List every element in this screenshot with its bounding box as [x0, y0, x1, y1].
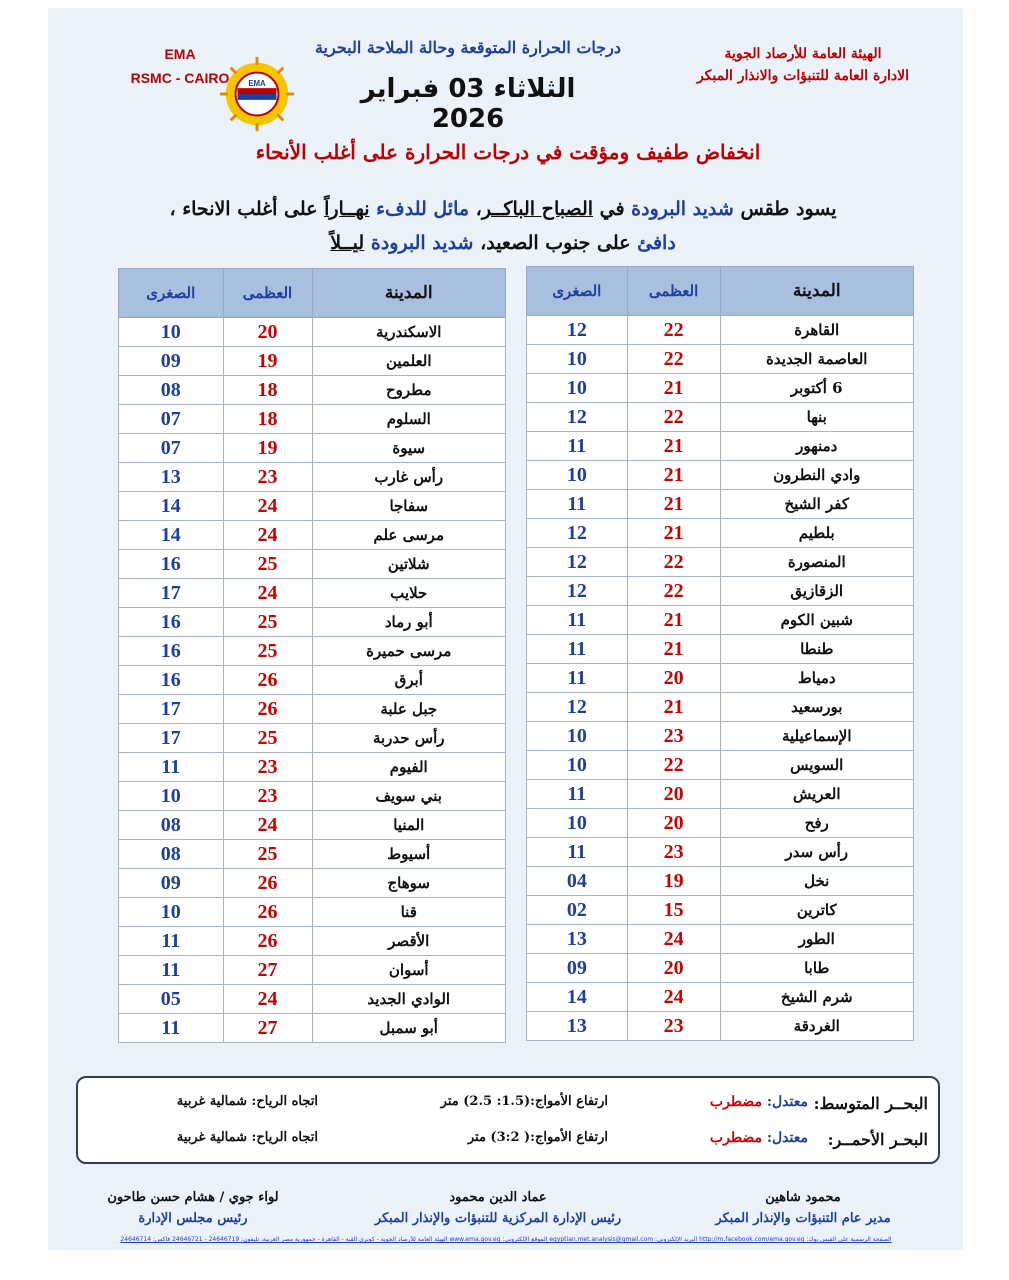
- cell-max: 27: [223, 956, 312, 985]
- cell-city: سيوة: [312, 434, 506, 463]
- cell-max: 20: [627, 809, 720, 838]
- cell-city: طابا: [720, 954, 914, 983]
- cell-max: 22: [627, 577, 720, 606]
- table-row: [119, 376, 506, 405]
- cell-max: 22: [627, 548, 720, 577]
- table-row: [527, 867, 914, 896]
- cell-max: 25: [223, 550, 312, 579]
- cell-max: 21: [627, 461, 720, 490]
- table-row: [119, 811, 506, 840]
- logo-text: EMA: [248, 79, 266, 89]
- cell-max: 23: [223, 782, 312, 811]
- cell-city: السويس: [720, 751, 914, 780]
- cell-max: 21: [627, 693, 720, 722]
- cell-max: 23: [627, 722, 720, 751]
- table-row: [527, 374, 914, 403]
- cell-max: 21: [627, 490, 720, 519]
- cell-min: 12: [527, 519, 628, 548]
- bulletin-date: الثلاثاء 03 فبراير 2026: [360, 74, 576, 134]
- cell-min: 07: [119, 405, 224, 434]
- cell-max: 19: [223, 347, 312, 376]
- cell-city: شبين الكوم: [720, 606, 914, 635]
- cell-city: العريش: [720, 780, 914, 809]
- cell-city: الأقصر: [312, 927, 506, 956]
- cell-min: 14: [527, 983, 628, 1012]
- cell-min: 09: [119, 347, 224, 376]
- cell-city: المنيا: [312, 811, 506, 840]
- cell-city: الغردقة: [720, 1012, 914, 1041]
- cell-city: بورسعيد: [720, 693, 914, 722]
- cell-city: جبل علبة: [312, 695, 506, 724]
- sea-row-red-sea: [78, 1130, 938, 1154]
- cell-city: سفاجا: [312, 492, 506, 521]
- table-row: [119, 405, 506, 434]
- cell-max: 25: [223, 724, 312, 753]
- cell-city: الإسماعيلية: [720, 722, 914, 751]
- table-row: [527, 635, 914, 664]
- sea-row-mediterranean: [78, 1094, 938, 1118]
- cell-max: 18: [223, 405, 312, 434]
- cell-max: 26: [223, 666, 312, 695]
- cell-min: 11: [527, 780, 628, 809]
- table-row: [527, 403, 914, 432]
- cell-min: 16: [119, 550, 224, 579]
- wave-height: ارتفاع الأمواج:( 3:2) متر: [467, 1130, 608, 1145]
- cell-city: رأس حدربة: [312, 724, 506, 753]
- cell-min: 11: [527, 664, 628, 693]
- table-row: [527, 780, 914, 809]
- table-row: [119, 666, 506, 695]
- table-row: [119, 985, 506, 1014]
- cell-max: 24: [223, 985, 312, 1014]
- cell-city: رأس غارب: [312, 463, 506, 492]
- cell-min: 12: [527, 548, 628, 577]
- cell-city: حلايب: [312, 579, 506, 608]
- wave-height: ارتفاع الأمواج:(1.5: 2.5) متر: [440, 1094, 608, 1109]
- cell-max: 25: [223, 637, 312, 666]
- cell-max: 21: [627, 432, 720, 461]
- cell-city: أسيوط: [312, 840, 506, 869]
- cell-max: 24: [223, 579, 312, 608]
- cell-city: الطور: [720, 925, 914, 954]
- cell-max: 19: [627, 867, 720, 896]
- table-row: [119, 724, 506, 753]
- cell-city: طنطا: [720, 635, 914, 664]
- cell-city: العاصمة الجديدة: [720, 345, 914, 374]
- cell-city: مرسى علم: [312, 521, 506, 550]
- cell-min: 11: [527, 606, 628, 635]
- cell-city: شلاتين: [312, 550, 506, 579]
- cell-city: بنها: [720, 403, 914, 432]
- cell-city: وادي النطرون: [720, 461, 914, 490]
- column-header-max: العظمى: [627, 267, 720, 316]
- table-row: [527, 548, 914, 577]
- cell-min: 04: [527, 867, 628, 896]
- cell-max: 21: [627, 606, 720, 635]
- table-row: [119, 434, 506, 463]
- cell-city: مرسى حميرة: [312, 637, 506, 666]
- cell-min: 12: [527, 316, 628, 345]
- cell-max: 15: [627, 896, 720, 925]
- cell-max: 24: [627, 983, 720, 1012]
- table-row: [527, 345, 914, 374]
- cell-min: 11: [527, 838, 628, 867]
- table-row: [119, 898, 506, 927]
- wind-direction: اتجاه الرياح: شمالية غربية: [176, 1130, 318, 1145]
- cell-min: 16: [119, 666, 224, 695]
- cell-min: 02: [527, 896, 628, 925]
- cell-min: 08: [119, 811, 224, 840]
- cell-max: 21: [627, 519, 720, 548]
- cell-city: بني سويف: [312, 782, 506, 811]
- cell-min: 11: [119, 956, 224, 985]
- table-row: [527, 606, 914, 635]
- table-row: [527, 664, 914, 693]
- table-row: [119, 637, 506, 666]
- cell-min: 17: [119, 579, 224, 608]
- table-row: [119, 753, 506, 782]
- org-center-en: RSMC - CAIRO: [130, 70, 230, 86]
- column-header-city: المدينة: [312, 269, 506, 318]
- column-header-min: الصغرى: [119, 269, 224, 318]
- cell-max: 25: [223, 840, 312, 869]
- cell-max: 22: [627, 403, 720, 432]
- cell-min: 10: [119, 898, 224, 927]
- sea-name: البحـر الأحمــر:: [827, 1130, 928, 1149]
- temperature-table-left: [118, 268, 506, 1043]
- cell-max: 21: [627, 635, 720, 664]
- cell-city: كفر الشيخ: [720, 490, 914, 519]
- cell-city: 6 أكتوبر: [720, 374, 914, 403]
- table-row: [527, 722, 914, 751]
- signature-chairman: لواء جوي / هشام حسن طاحون رئيس مجلس الإدارة: [107, 1190, 279, 1226]
- cell-min: 10: [527, 751, 628, 780]
- forecast-text: يسود طقس شديد البرودة في الصباح الباكــر، مائل للدفء نهــاراً على أغلب الانحاء ، دافئ على جنوب الصعيد، شديد البرودة ليــلاً: [169, 198, 837, 254]
- cell-max: 26: [223, 869, 312, 898]
- cell-min: 11: [119, 1014, 224, 1043]
- table-row: [119, 463, 506, 492]
- cell-min: 11: [527, 490, 628, 519]
- table-row: [119, 1014, 506, 1043]
- cell-city: الزقازيق: [720, 577, 914, 606]
- table-row: [527, 461, 914, 490]
- cell-min: 09: [527, 954, 628, 983]
- ema-logo-icon: [218, 55, 296, 133]
- table-row: [527, 577, 914, 606]
- cell-min: 14: [119, 492, 224, 521]
- cell-min: 09: [119, 869, 224, 898]
- cell-max: 23: [627, 1012, 720, 1041]
- cell-max: 24: [627, 925, 720, 954]
- cell-max: 23: [223, 753, 312, 782]
- cell-min: 16: [119, 608, 224, 637]
- table-row: [527, 693, 914, 722]
- headline: انخفاض طفيف ومؤقت في درجات الحرارة على أغلب الأنحاء: [255, 140, 761, 164]
- cell-city: المنصورة: [720, 548, 914, 577]
- sea-navigation-box: [76, 1076, 940, 1164]
- cell-city: أبو سمبل: [312, 1014, 506, 1043]
- table-row: [527, 954, 914, 983]
- table-row: [119, 347, 506, 376]
- table-row: [119, 782, 506, 811]
- bulletin-sheet: [48, 8, 963, 1250]
- table-row: [119, 608, 506, 637]
- cell-min: 13: [119, 463, 224, 492]
- column-header-min: الصغرى: [527, 267, 628, 316]
- cell-min: 13: [527, 1012, 628, 1041]
- cell-max: 20: [223, 318, 312, 347]
- cell-city: الاسكندرية: [312, 318, 506, 347]
- table-row: [119, 956, 506, 985]
- table-row: [527, 432, 914, 461]
- cell-city: أبرق: [312, 666, 506, 695]
- cell-city: نخل: [720, 867, 914, 896]
- cell-city: مطروح: [312, 376, 506, 405]
- cell-min: 10: [527, 345, 628, 374]
- sea-state: معتدل: مضطرب: [709, 1130, 808, 1146]
- org-name-en: EMA: [164, 46, 196, 62]
- cell-city: العلمين: [312, 347, 506, 376]
- table-row: [119, 927, 506, 956]
- cell-min: 11: [527, 432, 628, 461]
- cell-min: 08: [119, 376, 224, 405]
- table-row: [119, 318, 506, 347]
- cell-max: 22: [627, 751, 720, 780]
- cell-min: 16: [119, 637, 224, 666]
- table-row: [119, 840, 506, 869]
- cell-max: 25: [223, 608, 312, 637]
- cell-city: شرم الشيخ: [720, 983, 914, 1012]
- temperature-table-right: [526, 266, 914, 1041]
- cell-max: 23: [223, 463, 312, 492]
- table-row: [527, 490, 914, 519]
- column-header-max: العظمى: [223, 269, 312, 318]
- cell-min: 10: [527, 809, 628, 838]
- table-row: [527, 751, 914, 780]
- cell-min: 10: [527, 374, 628, 403]
- cell-max: 19: [223, 434, 312, 463]
- table-row: [527, 896, 914, 925]
- table-row: [527, 983, 914, 1012]
- table-row: [119, 550, 506, 579]
- cell-max: 26: [223, 695, 312, 724]
- cell-max: 20: [627, 954, 720, 983]
- cell-max: 22: [627, 316, 720, 345]
- footer-contact: الصفحة الرسمية على الفيس بوك: http://m.facebook.com/ema.gov.eg البريد الإلكتروني: egyptian.met.analysis@gmail.com الموقع الإلكتروني: www.ema.gov.eg الهيئة العامة للأرصاد الجوية - كوبري القبة - القاهرة - جمهورية مصر العربية، تليفون: 24646719 - 24646721 فاكس: 24646714: [120, 1236, 892, 1243]
- cell-max: 27: [223, 1014, 312, 1043]
- table-row: [527, 809, 914, 838]
- signature-central-director: عماد الدين محمود رئيس الإدارة المركزية للتنبؤات والإنذار المبكر: [374, 1190, 622, 1226]
- cell-city: بلطيم: [720, 519, 914, 548]
- cell-city: قنا: [312, 898, 506, 927]
- cell-min: 14: [119, 521, 224, 550]
- table-row: [119, 521, 506, 550]
- cell-min: 11: [119, 927, 224, 956]
- cell-max: 20: [627, 664, 720, 693]
- cell-max: 24: [223, 811, 312, 840]
- cell-city: القاهرة: [720, 316, 914, 345]
- cell-min: 10: [119, 782, 224, 811]
- cell-min: 13: [527, 925, 628, 954]
- cell-city: الفيوم: [312, 753, 506, 782]
- table-row: [527, 838, 914, 867]
- cell-city: أسوان: [312, 956, 506, 985]
- cell-max: 26: [223, 898, 312, 927]
- cell-max: 20: [627, 780, 720, 809]
- signature-forecast-director: محمود شاهين مدير عام التنبؤات والإنذار المبكر: [715, 1190, 891, 1226]
- cell-city: الوادي الجديد: [312, 985, 506, 1014]
- cell-city: سوهاج: [312, 869, 506, 898]
- cell-max: 22: [627, 345, 720, 374]
- cell-min: 12: [527, 577, 628, 606]
- org-name-ar: الهيئة العامة للأرصاد الجوية: [724, 46, 882, 62]
- cell-min: 08: [119, 840, 224, 869]
- cell-city: السلوم: [312, 405, 506, 434]
- table-row: [119, 579, 506, 608]
- cell-min: 10: [119, 318, 224, 347]
- cell-min: 07: [119, 434, 224, 463]
- cell-city: دمنهور: [720, 432, 914, 461]
- cell-max: 18: [223, 376, 312, 405]
- sea-state: معتدل: مضطرب: [709, 1094, 808, 1110]
- cell-min: 10: [527, 722, 628, 751]
- cell-max: 24: [223, 492, 312, 521]
- cell-min: 11: [527, 635, 628, 664]
- table-row: [527, 316, 914, 345]
- table-row: [119, 695, 506, 724]
- table-row: [119, 492, 506, 521]
- cell-max: 21: [627, 374, 720, 403]
- cell-min: 05: [119, 985, 224, 1014]
- org-dept-ar: الادارة العامة للتنبؤات والانذار المبكر: [696, 68, 910, 84]
- table-row: [527, 519, 914, 548]
- cell-city: دمياط: [720, 664, 914, 693]
- sea-name: البحــر المتوسط:: [813, 1094, 928, 1113]
- cell-min: 12: [527, 403, 628, 432]
- cell-min: 10: [527, 461, 628, 490]
- table-row: [527, 925, 914, 954]
- cell-min: 11: [119, 753, 224, 782]
- wind-direction: اتجاه الرياح: شمالية غربية: [176, 1094, 318, 1109]
- cell-max: 26: [223, 927, 312, 956]
- cell-city: رفح: [720, 809, 914, 838]
- cell-city: أبو رماد: [312, 608, 506, 637]
- bulletin-subtitle: درجات الحرارة المتوقعة وحالة الملاحة البحرية: [314, 38, 622, 57]
- cell-city: كاترين: [720, 896, 914, 925]
- cell-max: 23: [627, 838, 720, 867]
- column-header-city: المدينة: [720, 267, 914, 316]
- cell-min: 12: [527, 693, 628, 722]
- cell-max: 24: [223, 521, 312, 550]
- cell-min: 17: [119, 695, 224, 724]
- cell-min: 17: [119, 724, 224, 753]
- cell-city: رأس سدر: [720, 838, 914, 867]
- table-row: [527, 1012, 914, 1041]
- table-row: [119, 869, 506, 898]
